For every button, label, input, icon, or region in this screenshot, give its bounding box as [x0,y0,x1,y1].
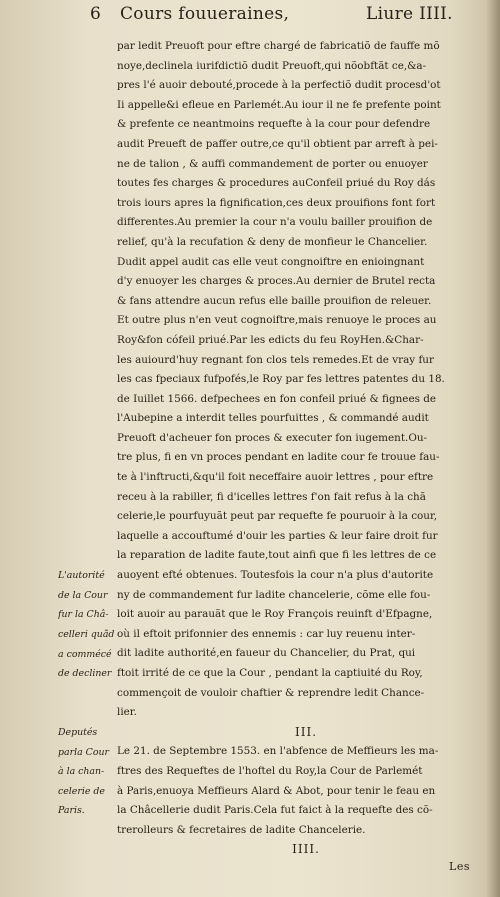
running-header [90,4,490,30]
margin-note: parla Cour [58,746,109,758]
text-line: & prefente ce neantmoins requefte à la cour pour defendre [117,118,431,131]
text-line: IIII. [292,842,320,857]
text-line: pres l'é auoir debouté,procede à la perfectiõ dudit procesd'ot [117,79,441,92]
margin-note: fur la Châ- [58,609,109,621]
text-line: ftoit irrité de ce que la Cour , pendant la captiuité du Roy, [117,667,423,679]
margin-note: à la chan- [58,766,105,778]
margin-note: L'autorité [58,570,105,582]
text-line: loit auoir au parauãt que le Roy François reuinft d'Efpagne, [117,608,433,621]
text-line: Et outre plus n'en veut cognoiftre,mais renuoye le proces au [117,314,437,327]
text-line: dit ladite authorité,en faueur du Chancelier, du Prat, qui [117,647,416,660]
text-line: Dudit appel audit cas elle veut congnoiftre en enioingnant [117,255,425,268]
text-line: celerie,le pourfuyuãt peut par requefte fe pouruoir à la cour, [117,510,438,523]
text-line: Roy&fon cófeil priué.Par les edicts du feu RoyHen.&Char- [117,333,424,346]
text-line: tre plus, fi en vn proces pendant en ladite cour fe trouue fau- [117,451,440,464]
text-line: par ledit Preuoft pour eftre chargé de fabricatiõ de fauffe mõ [117,40,440,52]
text-line: les auiourd'huy regnant fon clos tels remedes.Et de vray fur [117,353,434,366]
page-number: 6 [90,4,102,24]
text-line: à Paris,enuoya Meffieurs Alard & Abot, pour tenir le feau en [117,784,436,797]
text-line: audit Preueft de paffer outre,ce qu'il obtient par arreft à pei- [117,137,438,150]
main-text-block [117,37,495,860]
text-line: la Châcellerie dudit Paris.Cela fut faict à la requefte des cõ- [117,804,433,817]
text-line: receu à la rabiller, fi d'icelles lettres f'on fait refus à la chã [117,490,426,503]
margin-note: Deputés [58,727,98,738]
text-line: laquelle a accouftumé d'ouir les parties & leur faire droit fur [117,529,438,542]
margin-note: a commécé [58,648,112,660]
catchword: Les [449,860,470,873]
text-line: noye,declinela iurifdictiõ dudit Preuoft,qui nõobftãt ce,&a- [117,59,427,72]
text-line: trois iours apres la fignification,ces deux prouifions font fort [117,196,436,209]
text-line: les cas fpeciaux fufpofés,le Roy par fes lettres patentes du 18. [117,373,445,386]
text-line: commençoit de vouloir chaftier & reprendre ledit Chance- [117,686,425,699]
text-line: où il eftoit prifonnier des ennemis : car luy reuenu inter- [117,627,416,640]
text-line: differentes.Au premier la cour n'a voulu bailler prouifion de [117,216,433,229]
margin-note: celleri quãd [58,629,115,640]
text-line: ny de commandement fur ladite chancelerie, cõme elle fou- [117,588,431,601]
text-line: ne de talion , & auffi commandement de porter ou enuoyer [117,157,428,170]
text-line: trerolleurs & fecretaires de ladite Chancelerie. [117,823,366,836]
margin-note: de la Cour [58,589,108,601]
text-line: ftres des Requeftes de l'hoftel du Roy,la Cour de Parlemét [117,764,423,777]
text-line: Ii appelle&i efleue en Parlemét.Au iour il ne fe prefente point [117,98,441,111]
text-line: auoyent efté obtenues. Toutesfois la cour n'a plus d'autorite [117,569,434,582]
text-line: d'y enuoyer les charges & proces.Au dernier de Brutel recta [117,275,436,288]
text-line: relief, qu'à la recufation & deny de monfieur le Chancelier. [117,235,428,248]
text-line: & fans attendre aucun refus elle baille prouifion de releuer. [117,294,432,307]
text-line: Le 21. de Septembre 1553. en l'abfence de Meffieurs les ma- [117,745,439,758]
text-line: Preuoft d'acheuer fon proces & executer fon iugement.Ou- [117,431,428,444]
running-title: Cours fouueraines, [120,4,290,24]
margin-note: celerie de [58,785,105,797]
text-line: te à l'inftructi,&qu'il foit neceffaire auoir lettres , pour eftre [117,471,434,484]
margin-note: de decliner [58,668,112,680]
text-line: de Iuillet 1566. defpechees en fon confeil priué & fignees de [117,392,437,405]
text-line: l'Aubepine a interdit telles pourfuittes , & commandé audit [117,412,429,425]
text-line: la reparation de ladite faute,tout ainfi que fi les lettres de ce [117,549,437,562]
book-number: Liure IIII. [366,4,453,24]
text-line: III. [294,724,318,739]
text-line: toutes fes charges & procedures auConfeil priué du Roy dás [117,177,436,190]
margin-note: Paris. [58,805,85,817]
text-line: lier. [117,706,137,719]
